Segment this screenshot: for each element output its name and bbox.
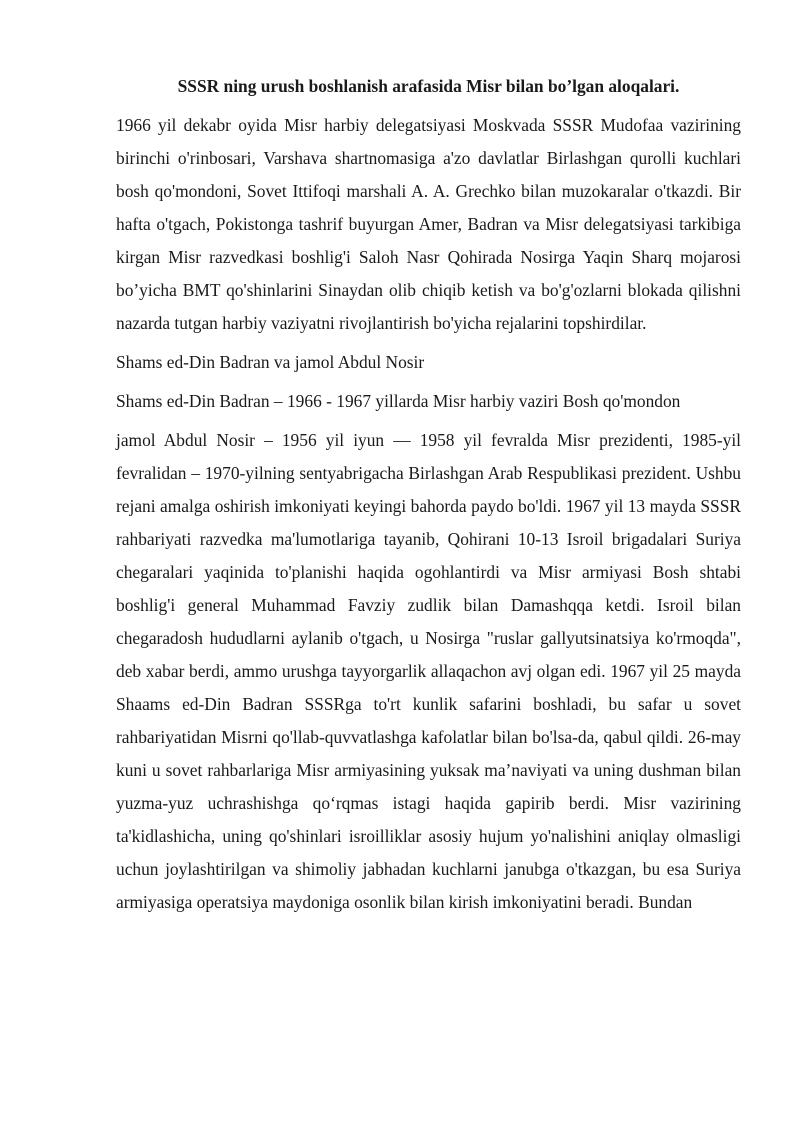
document-title: SSSR ning urush boshlanish arafasida Misr bilan bo’lgan aloqalari.	[177, 76, 680, 96]
paragraph-2: jamol Abdul Nosir – 1956 yil iyun — 1958 yil fevralda Misr prezidenti, 1985-yil fevralidan – 1970-yilning sentyabrigacha Birlashgan Arab Respublikasi prezident. Ushbu rejani amalga oshirish imkoniyati keyingi bahorda paydo bo'ldi. 1967 yil 13 mayda SSSR rahbariyati razvedka ma'lumotlariga tayanib, Qohirani 10-13 Isroil brigadalari Suriya chegaralari yaqinida to'planishi haqida ogohlantirdi va Misr armiyasi Bosh shtabi boshlig'i general Muhammad Favziy zudlik bilan Damashqqa ketdi. Isroil bilan chegaradosh hududlarni aylanib o'tgach, u Nosirga "ruslar gallyutsinatsiya ko'rmoqda", deb xabar berdi, ammo urushga tayyorgarlik allaqachon avj olgan edi. 1967 yil 25 mayda Shaams ed-Din Badran SSSRga to'rt kunlik safarini boshladi, bu safar u sovet rahbariyatidan Misrni qo'llab-quvvatlashga kafolatlar bilan bo'lsa-da, qabul qildi. 26-may kuni u sovet rahbarlariga Misr armiyasining yuksak ma’naviyati va uning dushman bilan yuzma-yuz uchrashishga qo‘rqmas istagi haqida gapirib berdi. Misr vazirining ta'kidlashicha, uning qo'shinlari isroilliklar asosiy hujum yo'nalishini aniqlay olmasligi uchun joylashtirilgan va shimoliy jabhadan kuchlarni janubga o'tkazgan, bu esa Suriya armiyasiga operatsiya maydoniga osonlik bilan kirish imkoniyatini beradi. Bundan	[116, 430, 741, 912]
names-line: Shams ed-Din Badran va jamol Abdul Nosir	[116, 352, 425, 372]
badran-description: Shams ed-Din Badran – 1966 - 1967 yillarda Misr harbiy vaziri Bosh qo'mondon	[116, 391, 681, 411]
paragraph-1: 1966 yil dekabr oyida Misr harbiy delegatsiyasi Moskvada SSSR Mudofaa vazirining birinchi o'rinbosari, Varshava shartnomasiga a'zo davlatlar Birlashgan qurolli kuchlari bosh qo'mondoni, Sovet Ittifoqi marshali A. A. Grechko bilan muzokaralar o'tkazdi. Bir hafta o'tgach, Pokistonga tashrif buyurgan Amer, Badran va Misr delegatsiyasi tarkibiga kirgan Misr razvedkasi boshlig'i Saloh Nasr Qohirada Nosirga Yaqin Sharq mojarosi bo’yicha BMT qo'shinlarini Sinaydan olib chiqib ketish va bo'g'ozlarni blokada qilishni nazarda tutgan harbiy vaziyatni rivojlantirish bo'yicha rejalarini topshirdilar.	[116, 115, 741, 333]
document-page	[116, 70, 741, 925]
